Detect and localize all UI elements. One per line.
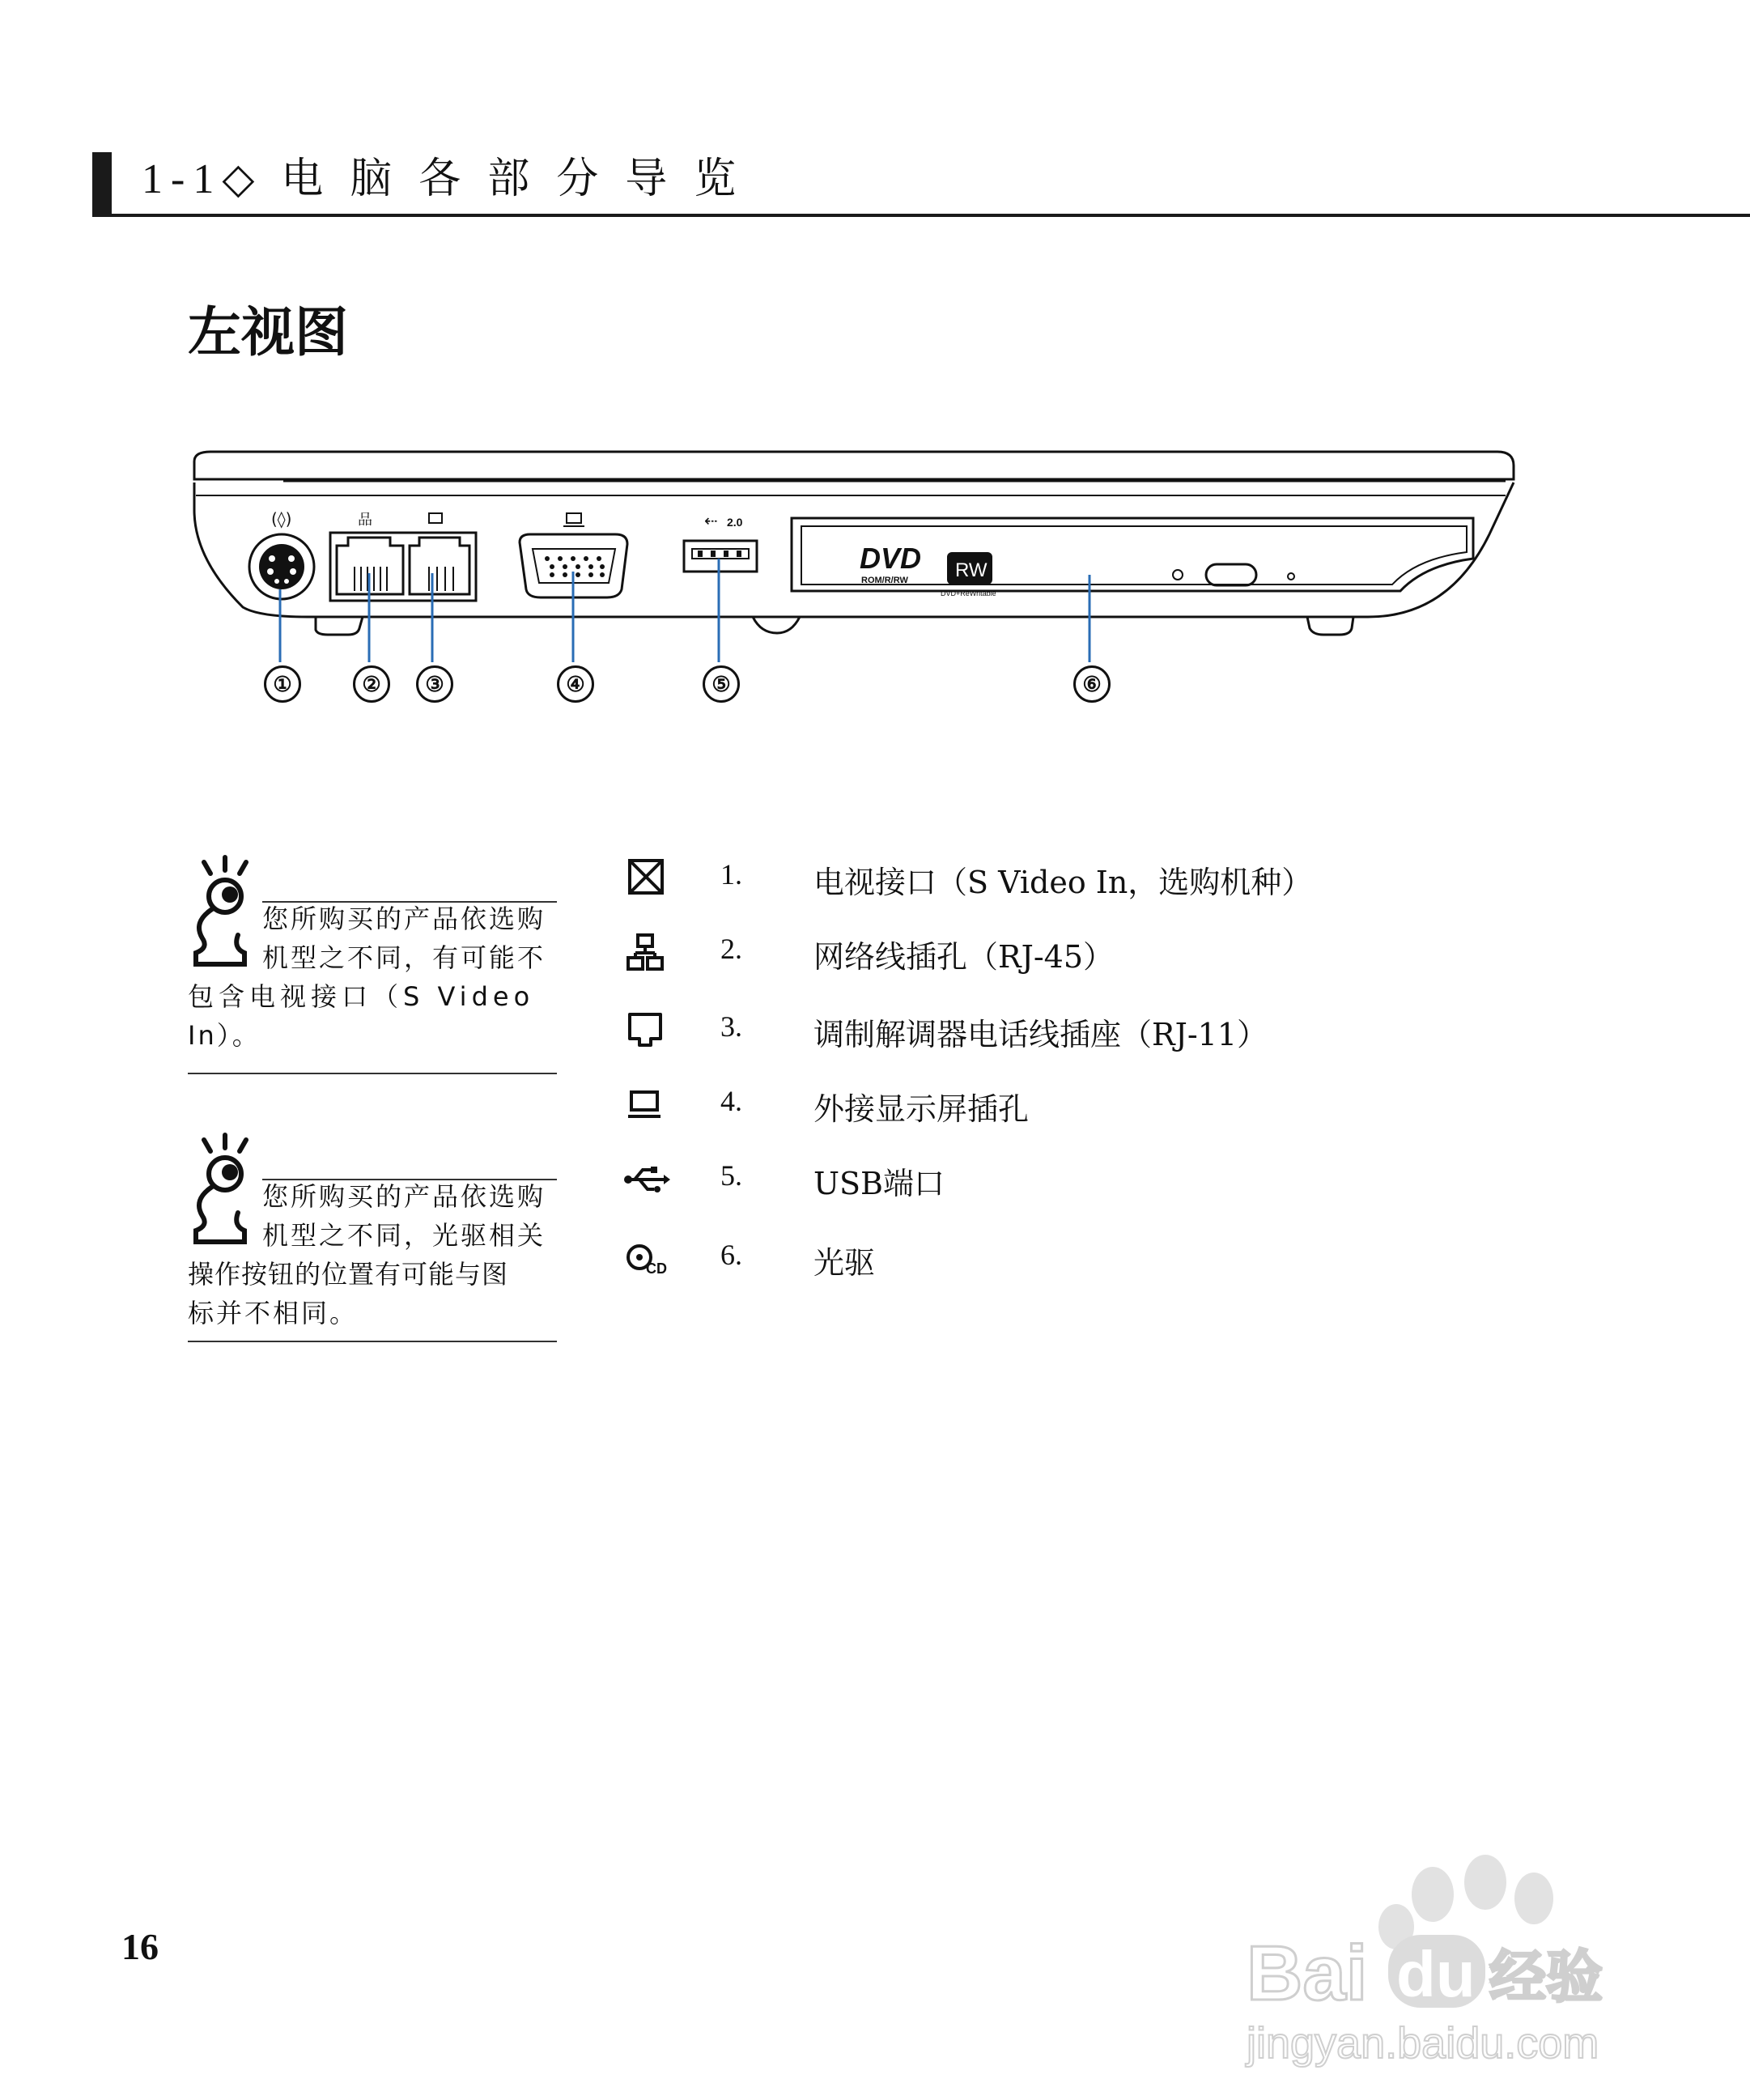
svg-text:du: du bbox=[1396, 1938, 1476, 2010]
callout-4: ④ bbox=[557, 665, 594, 703]
tip-text-line: 操作按钮的位置有可能与图 bbox=[188, 1259, 509, 1290]
legend-number: 4. bbox=[720, 1085, 742, 1117]
usb-port bbox=[684, 511, 757, 572]
legend-text: 调制解调器电话线插座（RJ-11） bbox=[813, 1017, 1268, 1052]
legend-item bbox=[623, 1081, 1433, 1129]
legend-number: 3. bbox=[720, 1010, 742, 1043]
tip-text-line: 机型之不同，有可能不 bbox=[262, 942, 546, 973]
callout-5: ⑤ bbox=[703, 665, 740, 703]
callout-2: ② bbox=[353, 665, 390, 703]
legend-text: 外接显示屏插孔 bbox=[813, 1091, 1030, 1127]
legend-number: 5. bbox=[720, 1159, 742, 1192]
tip-box-optical-drive bbox=[188, 1132, 557, 1358]
svg-text:品: 品 bbox=[358, 512, 372, 529]
tip-text-line: 标并不相同。 bbox=[188, 1298, 359, 1328]
tip-text-line: 您所购买的产品依选购 bbox=[262, 903, 546, 934]
tip-box-tv-in bbox=[188, 854, 557, 1081]
legend-item bbox=[623, 1006, 1433, 1055]
tip-text-line: 您所购买的产品依选购 bbox=[262, 1181, 546, 1212]
tip-rule-bottom bbox=[188, 1341, 557, 1342]
svg-text:⇠: ⇠ bbox=[704, 511, 718, 530]
legend-text: 光驱 bbox=[813, 1245, 876, 1281]
usb-version-label: 2.0 bbox=[727, 516, 743, 529]
tv-in-icon bbox=[623, 854, 672, 903]
header-rule bbox=[92, 214, 1750, 217]
legend-item bbox=[623, 1235, 1433, 1283]
laptop-left-view-figure bbox=[186, 445, 1530, 704]
legend-text: 网络线插孔（RJ-45） bbox=[813, 939, 1115, 975]
legend-item bbox=[623, 1155, 1433, 1204]
modem-icon bbox=[623, 1006, 672, 1055]
laptop-side-drawing bbox=[186, 445, 1530, 704]
usb-icon bbox=[623, 1155, 672, 1204]
tip-text-line: 包含电视接口（S Video bbox=[188, 981, 535, 1012]
rw-logo: RW bbox=[955, 559, 988, 581]
callout-1: ① bbox=[264, 665, 301, 703]
legend-item bbox=[623, 854, 1433, 903]
svg-text:CD: CD bbox=[646, 1260, 667, 1277]
tip-rule-bottom bbox=[188, 1073, 557, 1074]
tip-text-line: 机型之不同，光驱相关 bbox=[262, 1220, 546, 1251]
section-title: 左视图 bbox=[188, 304, 348, 363]
rj45-rj11-ports bbox=[330, 512, 476, 601]
legend-number: 1. bbox=[720, 858, 742, 891]
watermark-url: jingyan.baidu.com bbox=[1247, 2019, 1599, 2068]
optical-drive-icon bbox=[623, 1235, 672, 1283]
dvd-logo: DVD bbox=[860, 542, 922, 575]
monitor-icon bbox=[623, 1081, 672, 1129]
baidu-jingyan-watermark bbox=[1230, 1838, 1651, 2072]
svg-text:(◊): (◊) bbox=[271, 509, 292, 529]
callout-3: ③ bbox=[416, 665, 453, 703]
legend-number: 2. bbox=[720, 933, 742, 965]
svg-text:Bai: Bai bbox=[1247, 1930, 1368, 2017]
legend-item bbox=[623, 929, 1433, 977]
rw-logo-sub: DVD+ReWritable bbox=[941, 589, 996, 597]
s-video-port bbox=[249, 509, 314, 599]
legend-text: USB端口 bbox=[813, 1166, 945, 1201]
legend-text: 电视接口（S Video In，选购机种） bbox=[813, 865, 1313, 900]
legend-number: 6. bbox=[720, 1239, 742, 1271]
tip-text-line: In）。 bbox=[188, 1020, 261, 1051]
page-number: 16 bbox=[121, 1926, 159, 1967]
network-icon bbox=[623, 929, 672, 977]
svg-text:经验: 经验 bbox=[1489, 1944, 1603, 2010]
optical-drive bbox=[792, 518, 1473, 597]
callout-6: ⑥ bbox=[1073, 665, 1111, 703]
chapter-header: 1-1◇ 电 脑 各 部 分 导 览 bbox=[142, 156, 745, 202]
dvd-logo-sub: ROM/R/RW bbox=[861, 576, 908, 585]
header-bar-block bbox=[92, 152, 112, 217]
